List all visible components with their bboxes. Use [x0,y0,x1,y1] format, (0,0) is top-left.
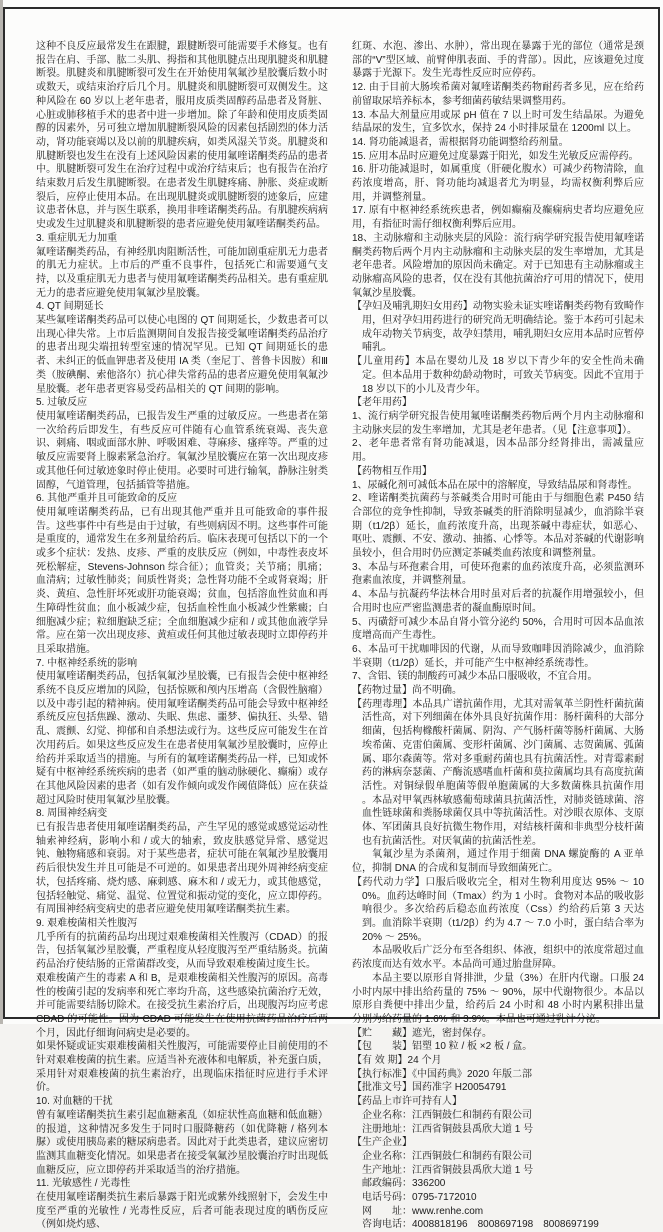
paragraph: 【药品上市许可持有人】 [352,1096,462,1108]
section-heading: 3. 重症肌无力加重 [36,232,118,244]
paragraph: 某些氟喹诺酮类药品可以使心电图的 QT 间期延长，少数患者可以出现心律失常。上市后监测期间自发报告接受氟喹诺酮类药品治疗的患者出现尖端扭转型室速的情况罕见。已知 QT 间期延长的患者、未纠正的低血钾患者及使用 IA 类（奎尼丁、普鲁卡因胺）和Ⅲ类（胺碘酮、索他洛尔）抗心律失常药品的患者应避免使用氧氟沙星胶囊。老年患者更容易受药品相关的 QT 间期的影响。 [36,315,328,395]
paragraph: 12. 由于目前大肠埃希菌对氟喹诺酮类药物耐药者多见，应在给药前留取尿培养标本，参考细菌药敏结果调整用药。 [352,82,644,107]
paragraph: 1、尿碱化剂可减低本品在尿中的溶解度，导致结晶尿和肾毒性。 [352,479,638,491]
paragraph: 4、本品与抗凝药华法林合用时虽对后者的抗凝作用增强较小，但合用时也应严密监测患者的凝血酶原时间。 [352,589,644,614]
paragraph: 几乎所有的抗菌药品均出现过艰难梭菌相关性腹泻（CDAD）的报告，包括氧氟沙星胶囊，严重程度从轻度腹泻至严重结肠炎。抗菌药品治疗使结肠的正常菌群改变，从而导致艰难梭菌过度生长。 [36,931,328,971]
paragraph: 使用氟喹诺酮类药品，已有出现其他严重并且可能致命的事件报告。这些事件中有些是由于过敏，有些则病因不明。这些事件可能是重度的，通常发生在多剂量给药后。临床表现可包括以下的一个或多个症状：发热、皮疹、严重的皮肤反应（例如，中毒性表皮坏死松解症，Stevens-Johnson 综合征）；血管炎；关节痛；肌痛；血清病；过敏性肺炎；间质性肾炎；急性肾功能不全或肾衰竭；肝炎、黄疸、急性肝坏死或肝功能衰竭；贫血，包括溶血性贫血和再生障碍性贫血；血小板减少症，包括血栓性血小板减少性紫癜；白细胞减少症；粒细胞缺乏症；全血细胞减少症和 / 或其他血液学异常。应在第一次出现皮疹、黄疸或任何其他过敏表现时立即停药并且采取措施。 [36,506,328,655]
paragraph: 【贮 藏】遮光，密封保存。 [352,1027,492,1039]
section-heading: 8. 周围神经病变 [36,808,108,820]
paragraph: 13. 本品大剂量应用或尿 pH 值在 7 以上时可发生结晶尿。为避免结晶尿的发生，宜多饮水，保持 24 小时排尿量在 1200ml 以上。 [352,109,644,135]
paragraph: 电话号码：0795-7172010 [362,1192,477,1204]
paragraph: 咨询电话：4008818196 8008697198 8008697199 [362,1219,599,1231]
paragraph: 如果怀疑或证实艰难梭菌相关性腹泻，可能需要停止目前使用的不针对艰难梭菌的抗生素。应适当补充液体和电解质，补充蛋白质，采用针对艰难梭菌的抗生素治疗，出现临床指征时应进行手术评价。 [36,1041,328,1094]
section-heading: 7. 中枢神经系统的影响 [36,657,138,669]
paragraph: 7、含铝、镁的制酸药可减少本品口服吸收，不宜合用。 [352,671,598,683]
paragraph: 使用氟喹诺酮类药品，包括氧氟沙星胶囊，已有报告会使中枢神经系统不良反应增加的风险，包括惊厥和颅内压增高（含假性脑瘤）以及中毒引起的精神病。使用氟喹诺酮类药品可能会导致中枢神经系统反应包括焦躁、激动、失眠、焦虑、噩梦、偏执狂、头晕、错乱、震颤、幻觉、抑郁和自杀想法或行为。这些反应可能发生在首次用药后。如果这些反应发生在患者使用氧氟沙星胶囊时，应停止给药并采取适当的措施。与所有的氟喹诺酮类药品一样，已知或怀疑有中枢神经系统疾病的患者（如严重的脑动脉硬化、癫痫）或存在其他风险因素的患者（如有发作倾向或发作阈值降低）应在获益超过风险时使用氧氟沙星胶囊。 [36,671,328,806]
paragraph: 【批准文号】国药准字 H20054791 [352,1082,507,1094]
text-columns [36,40,645,1232]
paragraph: 网 址：www.renhe.com [362,1205,484,1217]
section-heading: 9. 艰难梭菌相关性腹泻 [36,918,138,929]
paragraph: 【执行标准】《中国药典》2020 年版二部 [352,1068,533,1080]
paragraph: 注册地址：江西省铜鼓县禹欣大道 1 号 [362,1123,534,1135]
paragraph: 【孕妇及哺乳期妇女用药】动物实验未证实喹诺酮类药物有致畸作用，但对孕妇用药进行的研究尚无明确结论。鉴于本药可引起未成年动物关节病变，故孕妇禁用，哺乳期妇女应用本品时应暂停哺乳。 [352,301,644,354]
paragraph: 【药代动力学】口服后吸收完全，相对生物利用度达 95% ～ 100%。血药达峰时间（Tmax）约为 1 小时。食物对本品的吸收影响很少。多次给药后稳态血药浓度（Css）约给药后第 3 天达到。血消除半衰期（t1/2β）约为 4.7 ～ 7.0 小时，蛋白结合率为 20% ～ 25%。 [352,876,644,943]
column-right [352,40,644,1232]
paragraph: 【包 装】铝塑 10 粒 / 板 ×2 板 / 盒。 [352,1041,533,1053]
paragraph: 这种不良反应最常发生在跟腱，跟腱断裂可能需要手术修复。也有报告在肩、手部、肱二头肌、拇指和其他肌腱点出现肌腱炎和肌腱断裂。肌腱炎和肌腱断裂可发生在开始使用氧氟沙星胶囊后数小时或数天，或结束治疗后几个月。肌腱炎和肌腱断裂可双侧发生。这种风险在 60 岁以上老年患者，服用皮质类固醇药品患者及肾脏、心脏或肺移植手术的患者中进一步增加。除了年龄和使用皮质类固醇的因素外，另可独立增加肌腱断裂风险的因素包括剧烈的体力活动，肾功能衰竭以及以前的肌腱疾病，如类风湿关节炎。肌腱炎和肌腱断裂也发生在没有上述风险因素的使用氟喹诺酮类药品的患者中。肌腱断裂可发生在治疗过程中或治疗结束后；也有报告在治疗结束数月后发生肌腱断裂。在患者发生肌腱疼痛、肿胀、炎症或断裂后，应停止使用本品。在出现肌腱炎或肌腱断裂的迹象后，应建议患者休息，并与医生联系，换用非喹诺酮类药品。有肌腱疾病病史或发生过肌腱炎和肌腱断裂的患者应避免使用氟喹诺酮类药品。 [36,41,328,231]
paragraph: 生产地址：江西省铜鼓县禹欣大道 1 号 [362,1164,534,1176]
paragraph: 氧氟沙星为杀菌剂，通过作用于细菌 DNA 螺旋酶的 A 亚单位，抑制 DNA 的合成和复制而导致细菌死亡。 [352,849,644,875]
section-heading: 【药物相互作用】 [352,465,432,477]
section-heading: 5. 过敏反应 [36,397,88,409]
paragraph: 在使用氟喹诺酮类抗生素后暴露于阳光或紫外线照射下，会发生中度至严重的光敏性 / 光毒性反应，后者可能表现过度的晒伤反应（例如烧灼感、 [36,1192,328,1231]
paragraph: 【药物过量】尚不明确。 [352,685,462,697]
paragraph: 1、流行病学研究报告使用氟喹诺酮类药物后两个月内主动脉瘤和主动脉夹层的发生率增加，尤其是老年患者。（见【注意事项】）。 [352,410,644,436]
paragraph: 16. 肝功能减退时，如属重度（肝硬化腹水）可减少药物清除，血药浓度增高，肝、肾功能均减退者尤为明显，均需权衡利弊后应用，并调整剂量。 [352,164,644,203]
paragraph: 【生产企业】 [352,1137,412,1149]
paragraph: 氟喹诺酮类药品，有神经肌肉阻断活性，可能加剧重症肌无力患者的肌无力症状。上市后的严重不良事件，包括死亡和需要通气支持，以及重症肌无力患者与使用氟喹诺酮类药品相关。患有重症肌无力的患者应避免使用氧氟沙星胶囊。 [36,246,328,299]
paragraph: 【有 效 期】24 个月 [352,1055,442,1067]
paragraph: 【儿童用药】本品在婴幼儿及 18 岁以下青少年的安全性尚未确定。但本品用于数种幼龄动物时，可致关节病变。因此不宜用于 18 岁以下的小儿及青少年。 [352,356,644,395]
section-heading: 【老年用药】 [352,397,412,409]
section-heading: 10. 对血糖的干扰 [36,1096,113,1108]
paragraph: 使用氟喹诺酮类药品，已报告发生严重的过敏反应。一些患者在第一次给药后即发生，有些反应可伴随有心血管系统衰竭、丧失意识、刺痛、咽或面部水肿、呼吸困难、荨麻疹、瘙痒等。严重的过敏反应需要肾上腺素紧急治疗。氧氟沙星胶囊应在第一次出现皮疹或其他任何过敏迹象时停止使用。必要时可进行输氧，静脉注射类固醇，气道管理，包括插管等措施。 [36,410,328,491]
paragraph: 邮政编码：336200 [362,1178,446,1190]
paragraph: 企业名称：江西铜鼓仁和制药有限公司 [362,1109,532,1121]
paragraph: 本品吸收后广泛分布至各组织、体液，组织中的浓度常超过血药浓度而达有效水平。本品尚可通过胎盘屏障。 [352,945,644,971]
paragraph: 本品主要以原形自肾排泄，少量（3%）在肝内代谢。口服 24 小时内尿中排出给药量的 75% ～ 90%，尿中代谢物很少。本品以原形自粪便中排出少量，给药后 24 小时和 48 小时内累积排出量分别为给药量的 1.6% 和 3.9%。本品也可通过乳汁分泌。 [352,972,644,1025]
paragraph: 红斑、水泡、渗出、水肿），常出现在暴露于光的部位（通常是颈部的“V”型区域、前臂伸肌表面、手的背部）。因此，应该避免过度暴露于光源下。发生光毒性反应时应停药。 [352,41,644,80]
paragraph: 15. 应用本品时应避免过度暴露于阳光，如发生光敏反应需停药。 [352,150,639,162]
paragraph: 艰难梭菌产生的毒素 A 和 B，是艰难梭菌相关性腹泻的原因。高毒性的梭菌引起的发病率和死亡率均升高，这些感染抗菌治疗无效，并可能需要结肠切除术。在接受抗生素治疗后，出现腹泻均应考虑 CDAD 的可能性。因为 CDAD 可能发生在使用抗菌药品治疗后两个月，因此仔细询问病史是必要的。 [36,972,328,1039]
paragraph: 【药理毒理】本品具广谱抗菌作用，尤其对需氧革兰阴性杆菌抗菌活性高，对下列细菌在体外具良好抗菌作用：肠杆菌科的大部分细菌，包括枸橼酸杆菌属、阴沟、产气肠杆菌等肠杆菌属、大肠埃希菌、克雷伯菌属、变形杆菌属、沙门菌属、志贺菌属、弧菌属、耶尔森菌等。常对多重耐药菌也具有抗菌活性。对青霉素耐药的淋病奈瑟菌、产酶流感嗜血杆菌和莫拉菌属均具有高度抗菌活性。对铜绿假单胞菌等假单胞菌属的大多数菌株具抗菌作用 。本品对甲氧西林敏感葡萄球菌具抗菌活性，对肺炎链球菌、溶血性链球菌和粪肠球菌仅具中等抗菌活性。对沙眼衣原体、支原体、军团菌具良好抗微生物作用，对结核杆菌和非典型分枝杆菌也有抗菌活性。对厌氧菌的抗菌活性差。 [352,698,644,847]
paragraph: 17. 原有中枢神经系统疾患者，例如癫痫及癫痫病史者均应避免应用，有指征时需仔细权衡利弊后应用。 [352,205,644,231]
paragraph: 18、主动脉瘤和主动脉夹层的风险：流行病学研究报告使用氟喹诺酮类药物后两个月内主动脉瘤和主动脉夹层的发生率增加，尤其是老年患者。风险增加的原因尚未确定。对于已知患有主动脉瘤或主动脉瘤高风险的患者，仅在没有其他抗菌治疗可用的情况下，使用氧氟沙星胶囊。 [352,232,644,299]
paragraph: 6、本品可干扰咖啡因的代谢，从而导致咖啡因消除减少，血消除半衰期（t1/2β）延长，并可能产生中枢神经系统毒性。 [352,643,644,669]
paragraph: 14. 肾功能减退者，需根据肾功能调整给药剂量。 [352,136,569,148]
paragraph: 3、本品与环孢素合用，可使环孢素的血药浓度升高，必须监测环孢素血浓度，并调整剂量。 [352,561,644,587]
paragraph: 2、老年患者常有肾功能减退，因本品部分经肾排出，需减量应用。 [352,438,644,464]
paragraph: 曾有氟喹诺酮类抗生素引起血糖紊乱（如症状性高血糖和低血糖）的报道，这种情况多发生于同时口服降糖药（如优降糖 / 格列本脲）或使用胰岛素的糖尿病患者。因此对于此类患者，建议应密切监测其血糖变化情况。如果患者在接受氧氟沙星胶囊治疗时出现低血糖反应，应立即停药并采取适当的治疗措施。 [36,1109,328,1176]
column-left [36,40,328,1232]
paragraph: 2、喹诺酮类抗菌药与茶碱类合用时可能由于与细胞色素 P450 结合部位的竞争性抑制，导致茶碱类的肝消除明显减少，血消除半衰期（t1/2β）延长，血药浓度升高，出现茶碱中毒症状，如恶心、呕吐、震颤、不安、激动、抽搐、心悸等。本品对茶碱的代谢影响虽较小，但合用时仍应测定茶碱类血药浓度和调整剂量。 [352,493,644,560]
section-heading: 11. 光敏感性 / 光毒性 [36,1178,131,1190]
section-heading: 6. 其他严重并且可能致命的反应 [36,493,178,505]
paragraph: 已有报告患者使用氟喹诺酮类药品，产生罕见的感觉或感觉运动性轴索神经病，影响小和 / 或大的轴索，致皮肤感觉异常、感觉迟钝、触物痛感和衰弱。对于某些患者，症状可能在氧氟沙星胶囊用药后很快发生并且可能是不可逆的。如果患者出现外周神经病变症状，包括疼痛、烧灼感、麻刺感、麻木和 / 或无力，或其他感觉，包括轻触觉、痛觉、温觉、位置觉和振动觉的变化，应立即停药。有周围神经病变病史的患者应避免使用氟喹诺酮类抗生素。 [36,822,328,916]
paragraph: 企业名称：江西铜鼓仁和制药有限公司 [362,1150,532,1162]
section-heading: 4. QT 间期延长 [36,301,104,313]
paragraph: 5、丙磺舒可减少本品自肾小管分泌约 50%，合用时可因本品血浓度增高而产生毒性。 [352,616,644,642]
